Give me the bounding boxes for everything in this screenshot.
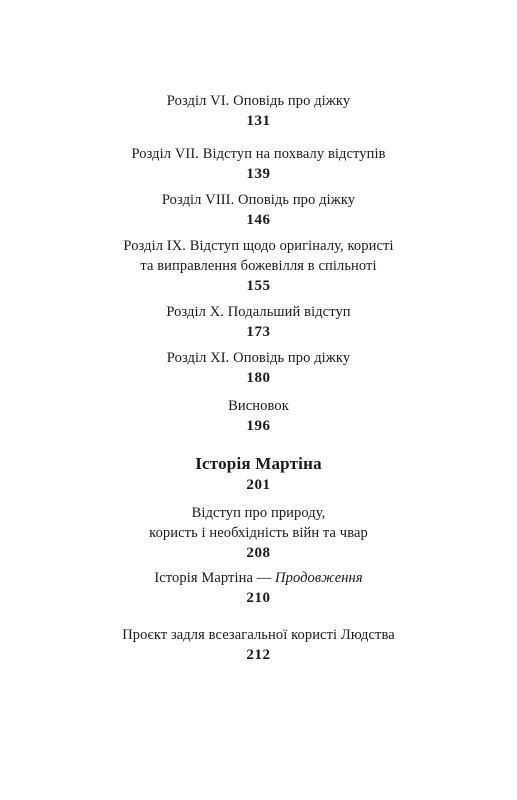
entry-title-main: Історія Мартіна —	[154, 570, 276, 586]
toc-entry-chapter-11	[0, 348, 517, 389]
entry-page-number: 210	[246, 590, 271, 606]
entry-title-line-2: користь і необхідність війн та чвар	[149, 525, 368, 541]
entry-title: Розділ VII. Відступ на похвалу відступів	[131, 146, 386, 162]
entry-page-number: 212	[246, 647, 271, 663]
toc-entry-chapter-7	[0, 144, 517, 185]
entry-title-line-2: та виправлення божевілля в спільноті	[140, 258, 377, 274]
entry-page-number: 201	[246, 477, 271, 493]
toc-entry-conclusion	[0, 396, 517, 437]
entry-page-number: 155	[246, 278, 271, 294]
entry-title-italic: Продовження	[275, 570, 363, 586]
entry-title: Розділ X. Подальший відступ	[166, 304, 351, 320]
entry-page-number: 131	[246, 113, 271, 129]
entry-page-number: 208	[246, 545, 271, 561]
entry-page-number: 196	[246, 418, 271, 434]
toc-entry-chapter-9	[0, 236, 517, 297]
entry-title: Висновок	[228, 398, 289, 414]
entry-title	[0, 568, 517, 588]
entry-page-number: 180	[246, 370, 271, 386]
entry-page-number: 146	[246, 212, 271, 228]
entry-title: Проєкт задля всезагальної користі Людства	[122, 627, 395, 643]
part-title: Історія Мартіна	[195, 454, 322, 473]
toc-entry-war-digression	[0, 503, 517, 564]
entry-page-number: 139	[246, 166, 271, 182]
toc-entry-chapter-8	[0, 190, 517, 231]
toc-entry-chapter-10	[0, 302, 517, 343]
toc-entry-project	[0, 625, 517, 666]
toc-entry-martin-continuation	[0, 568, 517, 609]
entry-title: Розділ VIII. Оповідь про діжку	[161, 192, 356, 208]
entry-title: Розділ XI. Оповідь про діжку	[166, 350, 351, 366]
entry-title-line-1: Розділ IX. Відступ щодо оригіналу, користі	[123, 238, 394, 254]
entry-title-line-1: Відступ про природу,	[191, 505, 326, 521]
entry-title: Розділ VI. Оповідь про діжку	[166, 93, 351, 109]
entry-page-number: 173	[246, 324, 271, 340]
toc-entry-chapter-6	[0, 91, 517, 132]
toc-entry-martin-story	[0, 453, 517, 496]
